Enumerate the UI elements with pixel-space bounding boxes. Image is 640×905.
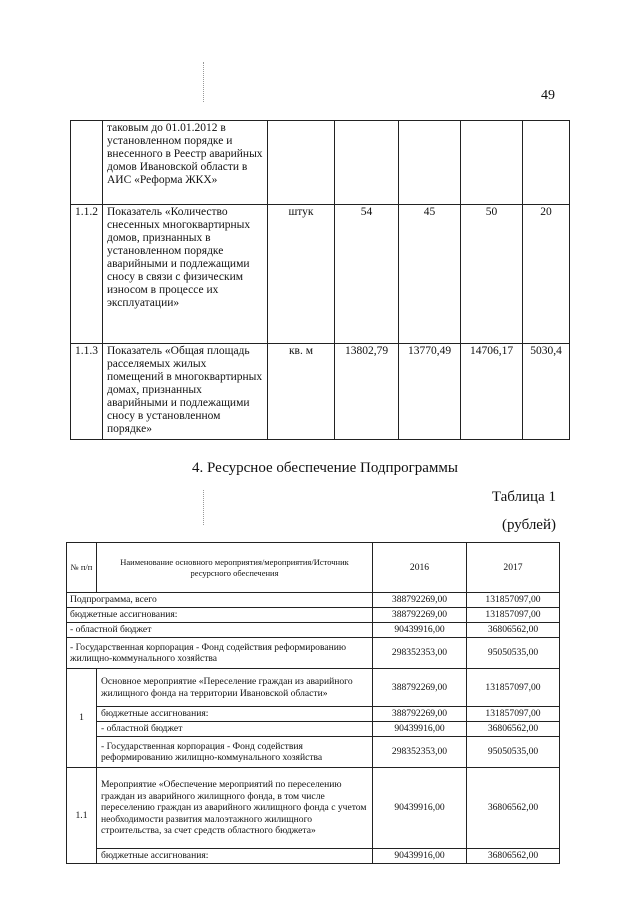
value-2017: 131857097,00 — [467, 707, 560, 722]
table-row — [67, 722, 560, 737]
row-label: Мероприятие «Обеспечение мероприятий по переселению граждан из аварийного жилищного фонда, в том числе переселению граждан из аварийного жилищного фонда с учетом необходимости развития малоэтажного жилищного строительства, за счет средств областного бюджета» — [97, 768, 373, 849]
value-2016: 388792269,00 — [373, 608, 467, 623]
row-label: бюджетные ассигнования: — [67, 608, 373, 623]
scan-artifact — [203, 490, 204, 525]
group-number: 1.1 — [67, 768, 97, 864]
value-2016: 90439916,00 — [373, 722, 467, 737]
indicator-value — [523, 121, 570, 205]
value-2016: 388792269,00 — [373, 669, 467, 707]
row-label: - Государственная корпорация - Фонд содействия реформированию жилищно-коммунального хозяйства — [97, 737, 373, 768]
value-2017: 131857097,00 — [467, 593, 560, 608]
value-2016: 298352353,00 — [373, 737, 467, 768]
header-name: Наименование основного мероприятия/мероприятия/Источник ресурсного обеспечения — [97, 543, 373, 593]
row-label: - областной бюджет — [67, 623, 373, 638]
row-label: бюджетные ассигнования: — [97, 707, 373, 722]
indicator-value: 5030,4 — [523, 344, 570, 440]
header-2017: 2017 — [467, 543, 560, 593]
table-row — [67, 849, 560, 864]
row-number: 1.1.2 — [71, 205, 103, 344]
value-2016: 388792269,00 — [373, 707, 467, 722]
table-row — [71, 344, 570, 440]
table-label: Таблица 1 — [491, 489, 556, 505]
indicator-value — [461, 121, 523, 205]
row-label: Основное мероприятие «Переселение граждан из аварийного жилищного фонда на территории Ивановской области» — [97, 669, 373, 707]
row-label: - Государственная корпорация - Фонд содействия реформированию жилищно-коммунального хозяйства — [67, 638, 373, 669]
group-number: 1 — [67, 669, 97, 768]
value-2017: 36806562,00 — [467, 623, 560, 638]
value-2016: 298352353,00 — [373, 638, 467, 669]
table-row — [71, 205, 570, 344]
indicator-value: 14706,17 — [461, 344, 523, 440]
indicator-value — [399, 121, 461, 205]
indicator-unit: кв. м — [268, 344, 335, 440]
value-2016: 90439916,00 — [373, 768, 467, 849]
table-row — [71, 121, 570, 205]
indicator-value: 54 — [335, 205, 399, 344]
table-row — [67, 669, 560, 707]
indicator-unit — [268, 121, 335, 205]
indicators-table — [70, 120, 570, 440]
scan-artifact — [203, 62, 204, 102]
units-label: (рублей) — [501, 517, 556, 533]
table-header-row — [67, 543, 560, 593]
value-2017: 36806562,00 — [467, 849, 560, 864]
resource-table — [66, 542, 560, 864]
header-2016: 2016 — [373, 543, 467, 593]
table-row — [67, 737, 560, 768]
indicator-value — [335, 121, 399, 205]
row-label: бюджетные ассигнования: — [97, 849, 373, 864]
section-title: 4. Ресурсное обеспечение Подпрограммы — [192, 460, 458, 476]
value-2016: 90439916,00 — [373, 849, 467, 864]
table-row — [67, 608, 560, 623]
indicator-name: Показатель «Количество снесенных многоквартирных домов, признанных в установленном порядке аварийными и подлежащими сносу в связи с физическим износом в процессе их эксплуатации» — [103, 205, 268, 344]
value-2016: 90439916,00 — [373, 623, 467, 638]
indicator-value: 13802,79 — [335, 344, 399, 440]
table-row — [67, 768, 560, 849]
value-2017: 36806562,00 — [467, 722, 560, 737]
value-2016: 388792269,00 — [373, 593, 467, 608]
indicator-value: 45 — [399, 205, 461, 344]
header-number: № п/п — [67, 543, 97, 593]
indicator-value: 20 — [523, 205, 570, 344]
value-2017: 95050535,00 — [467, 737, 560, 768]
value-2017: 131857097,00 — [467, 608, 560, 623]
indicator-value: 50 — [461, 205, 523, 344]
value-2017: 95050535,00 — [467, 638, 560, 669]
indicator-unit: штук — [268, 205, 335, 344]
row-number — [71, 121, 103, 205]
table-row — [67, 707, 560, 722]
indicator-name: Показатель «Общая площадь расселяемых жилых помещений в многоквартирных домах, признанных аварийными и подлежащими сносу в установленном порядке» — [103, 344, 268, 440]
value-2017: 36806562,00 — [467, 768, 560, 849]
table-row — [67, 593, 560, 608]
row-number: 1.1.3 — [71, 344, 103, 440]
page-number: 49 — [541, 88, 555, 103]
table-row — [67, 623, 560, 638]
table-row — [67, 638, 560, 669]
row-label: Подпрограмма, всего — [67, 593, 373, 608]
value-2017: 131857097,00 — [467, 669, 560, 707]
row-label: - областной бюджет — [97, 722, 373, 737]
indicator-value: 13770,49 — [399, 344, 461, 440]
indicator-name: таковым до 01.01.2012 в установленном порядке и внесенного в Реестр аварийных домов Ивановской области в АИС «Реформа ЖКХ» — [103, 121, 268, 205]
